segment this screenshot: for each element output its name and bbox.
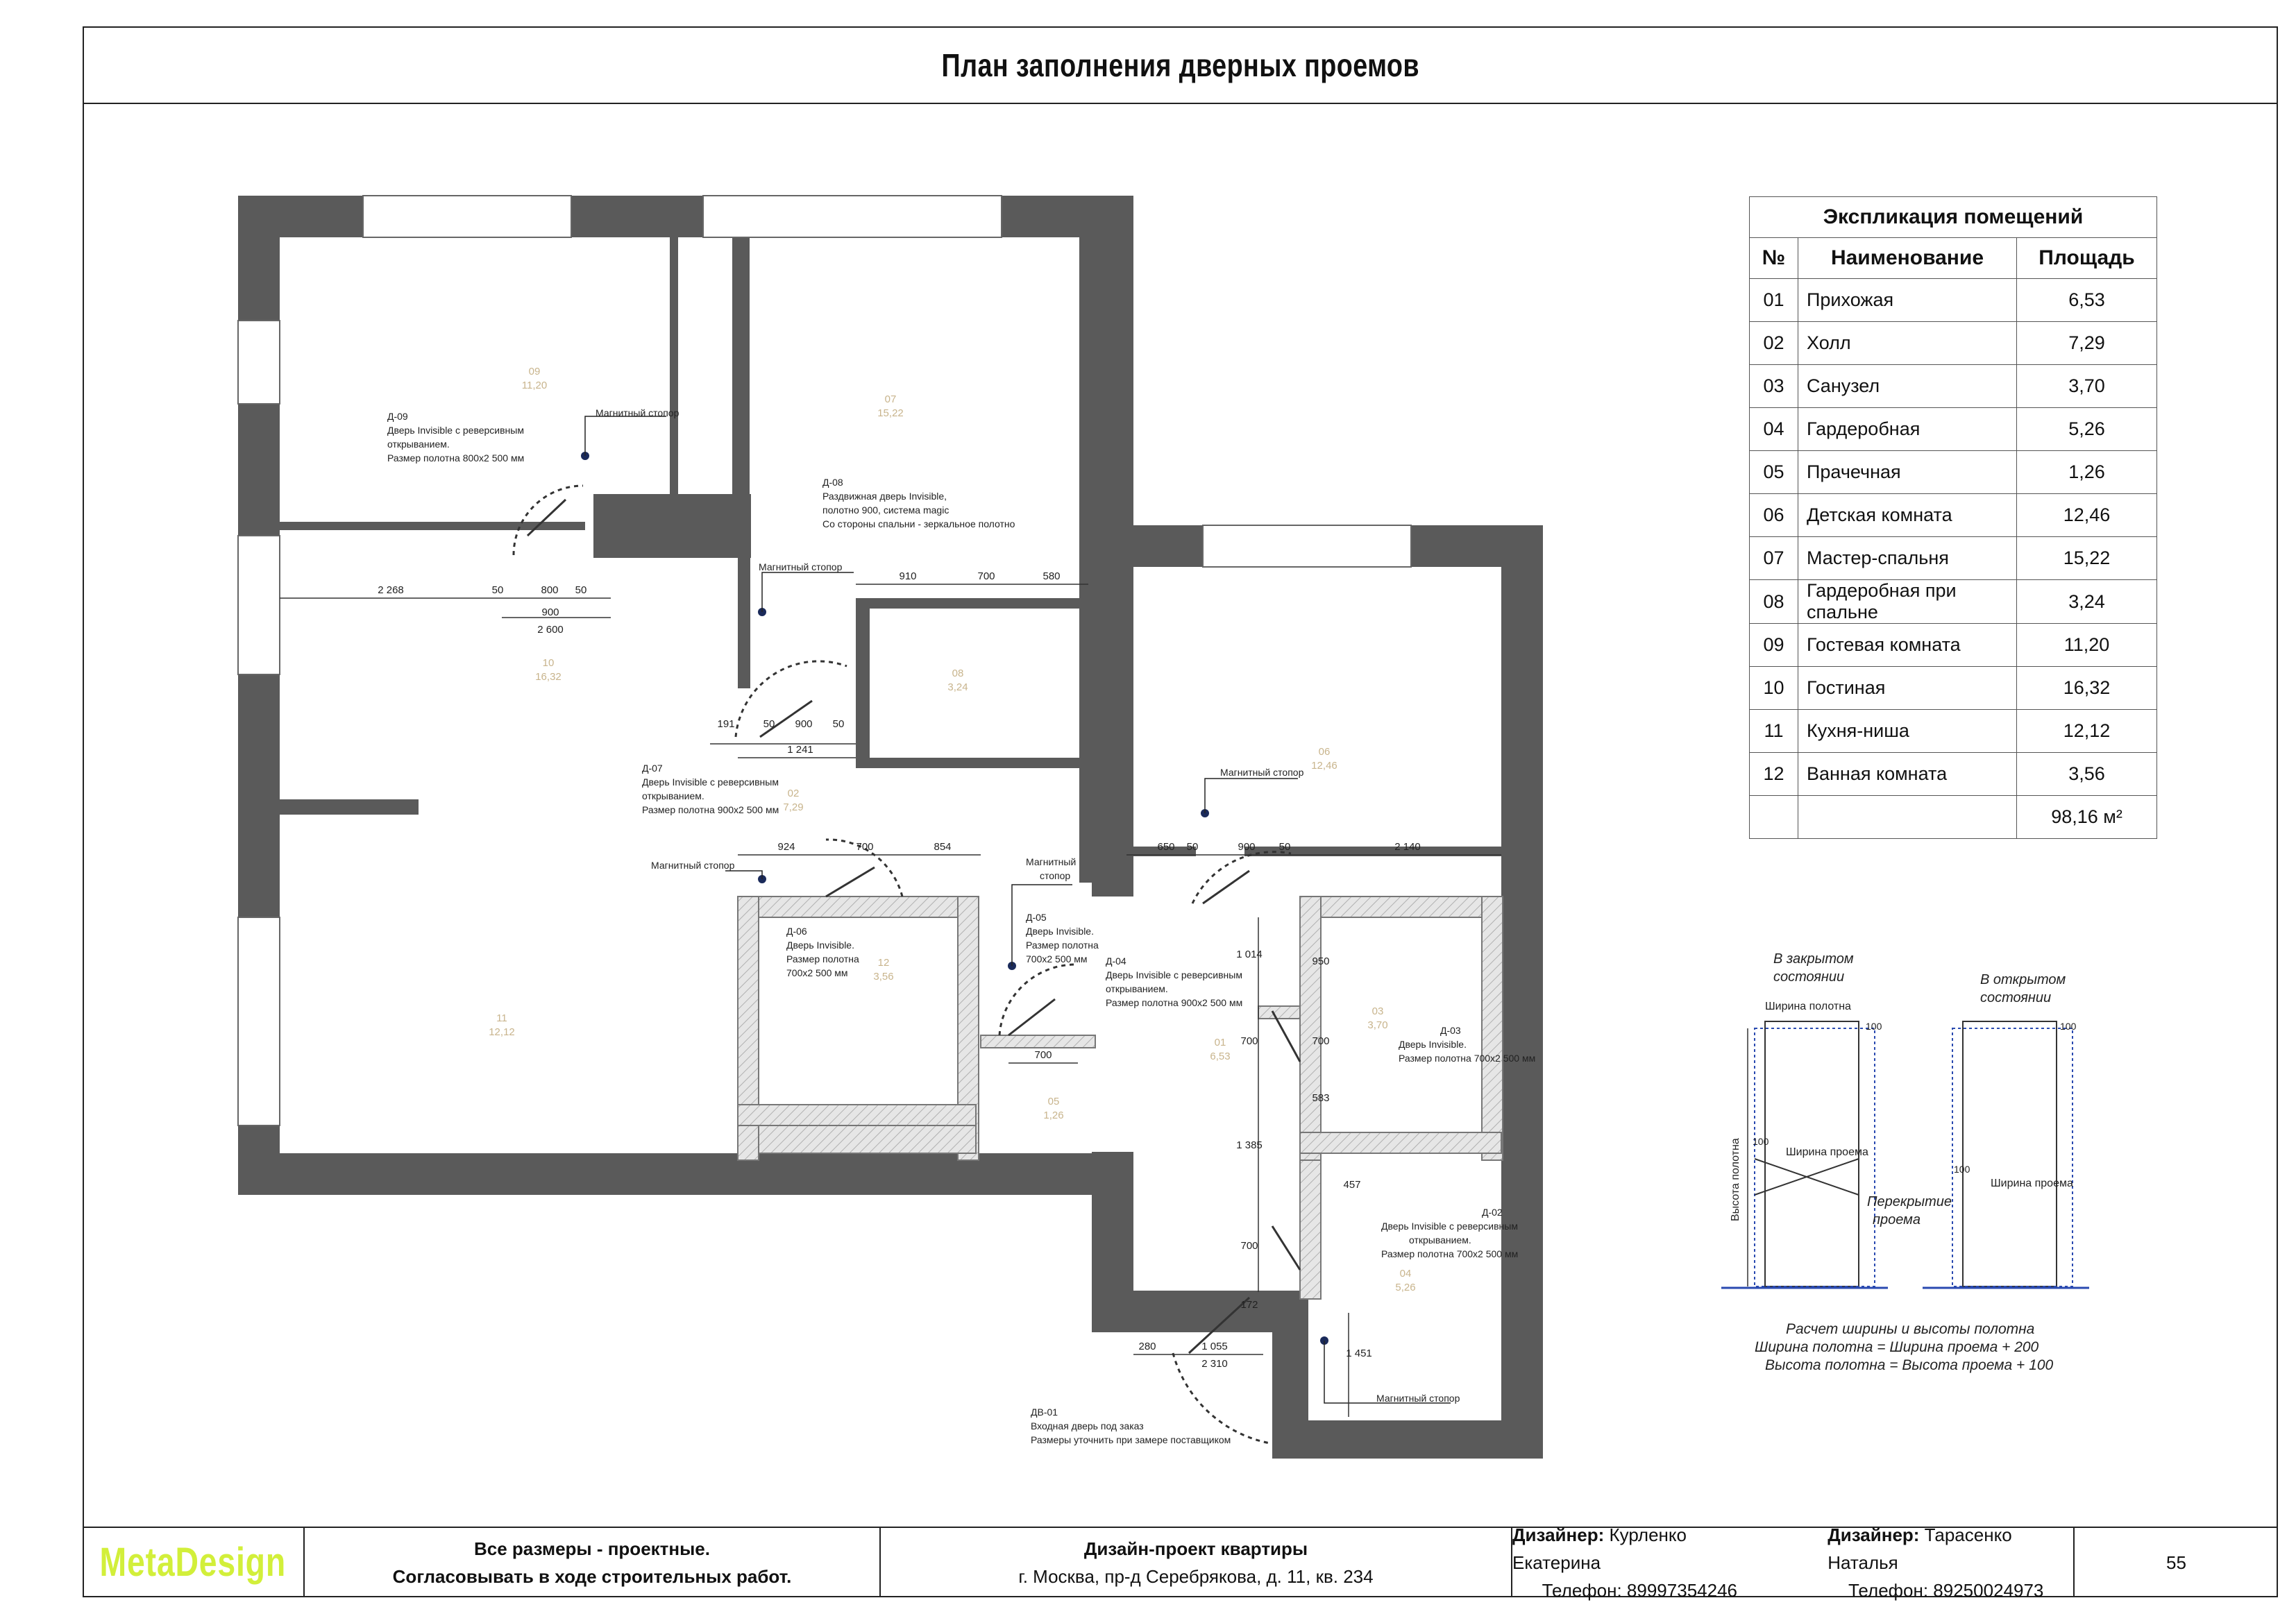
door-note-dv01: ДВ-01 Входная дверь под заказ Размеры уточнить при замере поставщиком <box>1031 1407 1231 1445</box>
project-cell <box>881 1528 1512 1597</box>
room-label: 7,29 <box>783 801 804 813</box>
dim-label: 924 <box>777 841 795 853</box>
door-detail-diagrams <box>1721 1021 2089 1288</box>
detail-opening-width-open: Ширина проема <box>1991 1178 2073 1189</box>
detail-dim-100: 100 <box>1866 1021 1882 1032</box>
total-row <box>1750 796 2157 839</box>
detail-dim-100: 100 <box>2060 1021 2077 1032</box>
dim-label: 800 <box>541 584 559 596</box>
table-row: 08 Гардеробная при спальне 3,24 <box>1750 580 2157 624</box>
room-label: 04 <box>1399 1268 1412 1280</box>
designer-2: Дизайнер: Тарасенко Наталья <box>1827 1524 2012 1573</box>
table-row: 07 Мастер-спальня 15,22 <box>1750 537 2157 580</box>
room-label: 3,24 <box>947 681 968 693</box>
room-label: 3,56 <box>873 971 894 983</box>
dim-label: 1 385 <box>1236 1139 1263 1151</box>
dim-label: 900 <box>1238 841 1256 853</box>
dim-label: 900 <box>541 606 559 618</box>
detail-leaf-width: Ширина полотна <box>1765 1001 1851 1012</box>
dim-label: 1 055 <box>1201 1341 1228 1352</box>
room-label: 06 <box>1318 746 1331 758</box>
detail-dim-100: 100 <box>1753 1136 1769 1147</box>
door-note-d08: Д-08 Раздвижная дверь Invisible, полотно 900, система magic Со стороны спальни - зеркальное полотно <box>822 477 1015 529</box>
title-block <box>83 1524 2278 1601</box>
dim-label: 650 <box>1157 841 1175 853</box>
dim-label: 700 <box>1240 1240 1258 1252</box>
designer-2-phone: Телефон: 89250024973 <box>1848 1580 2044 1601</box>
table-row: 09 Гостевая комната 11,20 <box>1750 624 2157 667</box>
room-label: 10 <box>542 657 555 669</box>
note-cell <box>305 1528 881 1597</box>
stopper-label: Магнитный стопор <box>1220 767 1304 778</box>
dim-label: 910 <box>899 570 917 582</box>
logo: MetaDesign <box>99 1540 287 1585</box>
walls <box>238 196 1543 1459</box>
header-no: № <box>1750 238 1798 279</box>
dim-label: 700 <box>977 570 995 582</box>
stopper-label: Магнитный стопор <box>759 561 843 572</box>
header-name: Наименование <box>1798 238 2017 279</box>
dim-label: 191 <box>717 718 735 730</box>
dim-label: 50 <box>491 584 504 596</box>
dim-label: 280 <box>1138 1341 1156 1352</box>
detail-calc-width: Ширина полотна = Ширина проема + 200 <box>1755 1339 2039 1355</box>
stopper-label: Магнитный стопор <box>596 407 679 418</box>
detail-calc-height: Высота полотна = Высота проема + 100 <box>1765 1357 2054 1373</box>
dim-label: 50 <box>763 718 775 730</box>
table-row: 04 Гардеробная 5,26 <box>1750 408 2157 451</box>
table-row: 01 Прихожая 6,53 <box>1750 279 2157 322</box>
dimension-labels <box>378 570 1421 1370</box>
room-label: 08 <box>952 668 964 679</box>
detail-overlap: Перекрытие проема <box>1867 1194 1952 1227</box>
detail-dim-100: 100 <box>1954 1164 1970 1175</box>
note-line: Согласовывать в ходе строительных работ. <box>392 1566 792 1587</box>
room-label: 12,46 <box>1311 760 1337 772</box>
table-row: 06 Детская комната 12,46 <box>1750 494 2157 537</box>
explication-caption: Экспликация помещений <box>1750 197 2157 238</box>
room-label: 6,53 <box>1210 1051 1231 1062</box>
note-line: Все размеры - проектные. <box>473 1538 710 1559</box>
designer-1: Дизайнер: Курленко Екатерина <box>1512 1524 1687 1573</box>
room-label: 09 <box>528 366 541 377</box>
room-label: 12 <box>877 957 890 969</box>
dim-label: 2 140 <box>1394 841 1421 853</box>
logo-cell <box>83 1528 305 1597</box>
dim-label: 50 <box>1186 841 1199 853</box>
dim-label: 700 <box>856 841 874 853</box>
dim-label: 2 600 <box>537 624 564 636</box>
designers-cell <box>1512 1524 2075 1601</box>
stopper-label: Магнитный стопор <box>1376 1393 1460 1404</box>
room-label: 01 <box>1214 1037 1226 1048</box>
room-label: 07 <box>884 393 897 405</box>
room-label: 3,70 <box>1367 1019 1388 1031</box>
table-row: 11 Кухня-ниша 12,12 <box>1750 710 2157 753</box>
detail-open-label: В открытом состоянии <box>1980 972 2066 1005</box>
door-note-d09: Д-09 Дверь Invisible с реверсивным открыванием. Размер полотна 800х2 500 мм <box>387 411 525 464</box>
dim-label: 1 014 <box>1236 949 1263 960</box>
table-row: 12 Ванная комната 3,56 <box>1750 753 2157 796</box>
page-number-cell <box>2075 1528 2278 1597</box>
dim-label: 950 <box>1312 955 1330 967</box>
dim-label: 1 451 <box>1346 1348 1372 1359</box>
door-note-d06: Д-06 Дверь Invisible. Размер полотна 700х2 500 мм <box>786 926 859 978</box>
dim-label: 700 <box>1034 1049 1052 1061</box>
dim-label: 50 <box>1278 841 1291 853</box>
dim-label: 700 <box>1312 1035 1330 1047</box>
dim-label: 583 <box>1312 1092 1330 1104</box>
detail-opening-width: Ширина проема <box>1786 1146 1868 1158</box>
page-number: 55 <box>2166 1552 2186 1573</box>
header-area: Площадь <box>2017 238 2157 279</box>
room-label: 03 <box>1371 1005 1384 1017</box>
dim-label: 900 <box>795 718 813 730</box>
detail-calc-title: Расчет ширины и высоты полотна <box>1786 1321 2035 1337</box>
room-label: 5,26 <box>1395 1282 1416 1293</box>
table-row: 05 Прачечная 1,26 <box>1750 451 2157 494</box>
table-row: 10 Гостиная 16,32 <box>1750 667 2157 710</box>
door-note-d07: Д-07 Дверь Invisible с реверсивным открыванием. Размер полотна 900х2 500 мм <box>642 763 779 815</box>
door-note-d05: Д-05 Дверь Invisible. Размер полотна 700х2 500 мм <box>1026 912 1099 965</box>
designer-1-phone: Телефон: 89997354246 <box>1542 1580 1737 1601</box>
room-label: 15,22 <box>877 407 904 419</box>
room-label: 1,26 <box>1043 1110 1064 1121</box>
explication-table <box>1749 196 2157 839</box>
project-address: г. Москва, пр-д Серебрякова, д. 11, кв. 234 <box>1018 1566 1374 1587</box>
door-note-d02: Д-02 Дверь Invisible с реверсивным открыванием. Размер полотна 700х2 500 мм <box>1381 1207 1519 1259</box>
room-label: 02 <box>787 788 800 799</box>
room-label: 11 <box>496 1012 507 1024</box>
dim-label: 50 <box>832 718 845 730</box>
dim-label: 457 <box>1343 1179 1361 1191</box>
project-title: Дизайн-проект квартиры <box>1083 1538 1308 1559</box>
table-row: 03 Санузел 3,70 <box>1750 365 2157 408</box>
door-note-d03: Д-03 Дверь Invisible. Размер полотна 700х2 500 мм <box>1399 1025 1536 1064</box>
dim-label: 50 <box>575 584 587 596</box>
page-title: План заполнения дверных проемов <box>941 47 1419 83</box>
stopper-label: стопор <box>1040 870 1071 881</box>
dim-label: 2 268 <box>378 584 404 596</box>
room-label: 12,12 <box>489 1026 515 1038</box>
room-label: 05 <box>1047 1096 1060 1107</box>
dim-label: 172 <box>1240 1299 1258 1311</box>
detail-closed-label: В закрытом состоянии <box>1773 951 1854 985</box>
table-row: 02 Холл 7,29 <box>1750 322 2157 365</box>
dim-label: 580 <box>1043 570 1061 582</box>
total-area: 98,16 м² <box>2017 796 2157 839</box>
room-label: 16,32 <box>535 671 562 683</box>
dim-label: 854 <box>934 841 952 853</box>
dim-label: 1 241 <box>787 744 813 756</box>
door-note-d04: Д-04 Дверь Invisible с реверсивным открыванием. Размер полотна 900х2 500 мм <box>1106 955 1243 1008</box>
stopper-label: Магнитный стопор <box>651 860 735 871</box>
dim-label: 700 <box>1240 1035 1258 1047</box>
dim-label: 2 310 <box>1201 1358 1228 1370</box>
detail-leaf-height: Высота полотна <box>1730 1138 1741 1221</box>
room-label: 11,20 <box>521 380 548 391</box>
stopper-label: Магнитный <box>1026 856 1077 867</box>
